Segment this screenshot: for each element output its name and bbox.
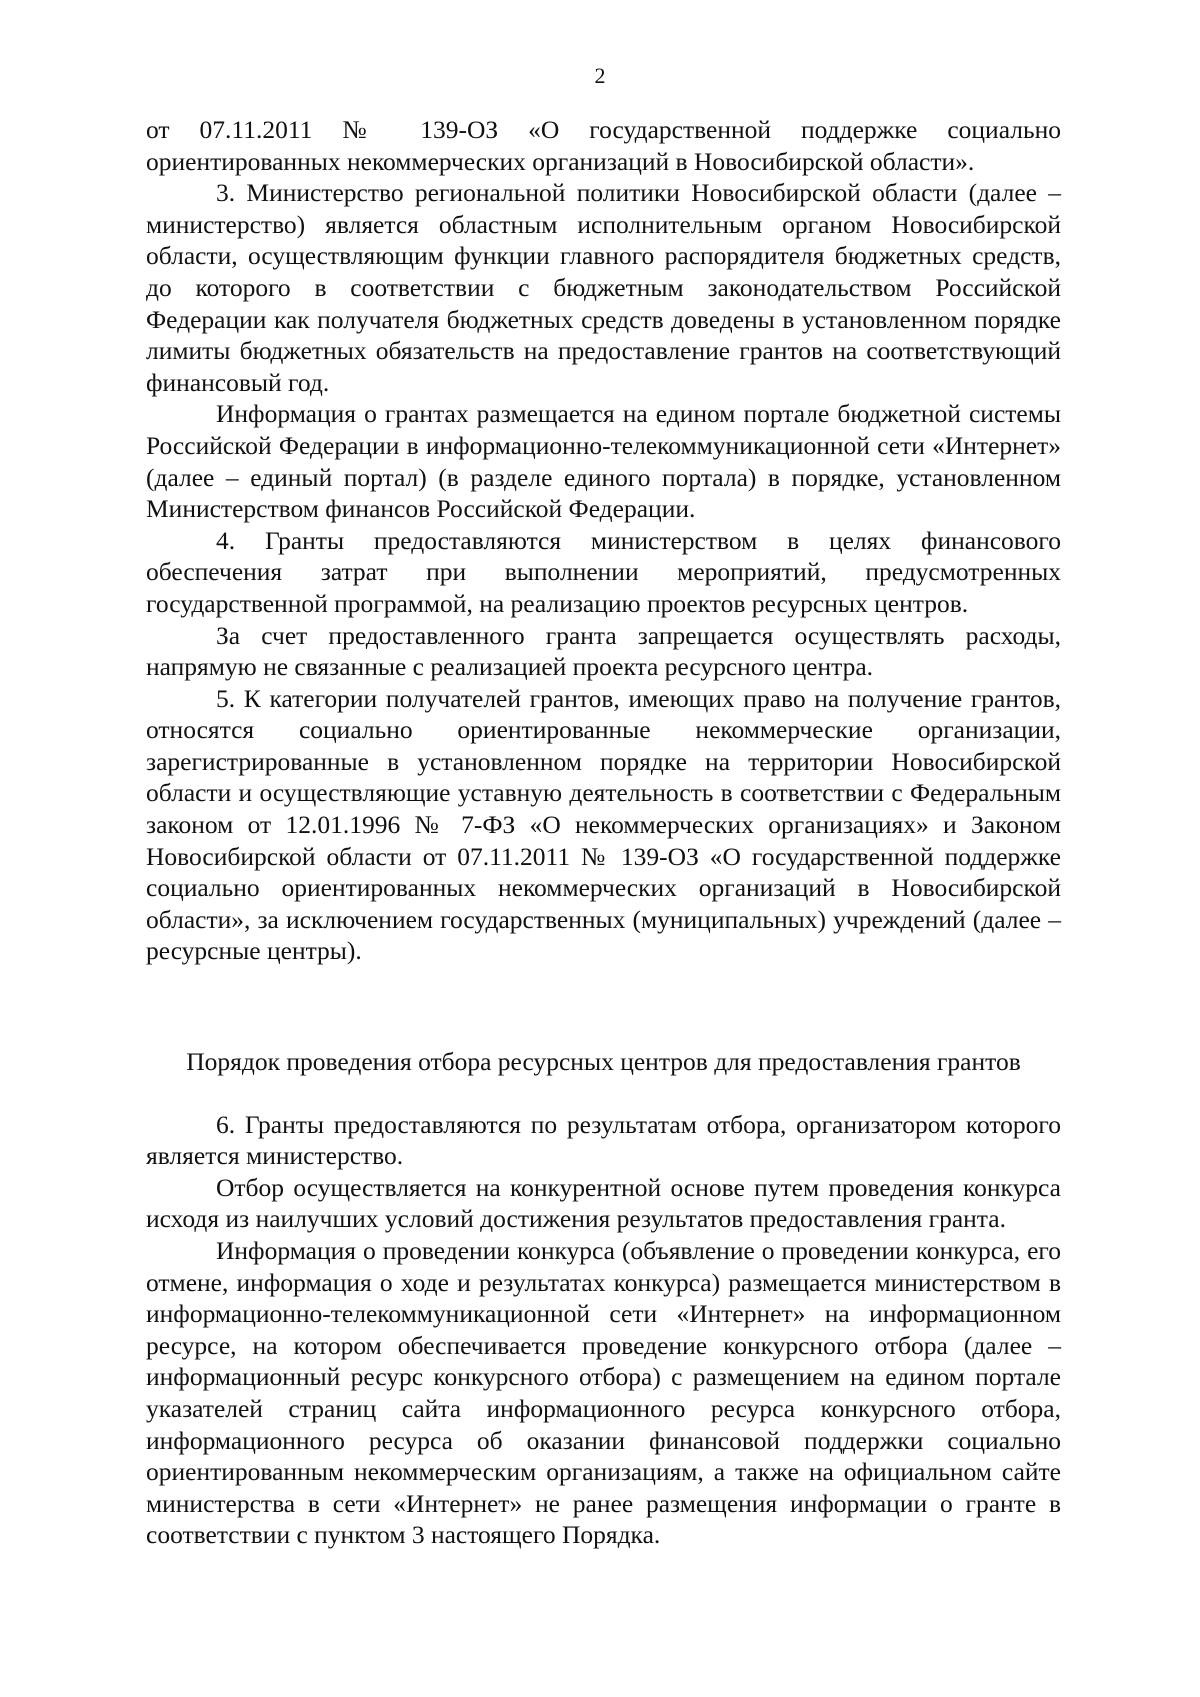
paragraph-clause-5: 5. К категории получателей грантов, имеющих право на получение грантов, относятся социально ориентированные некоммерческие организации, зарегистрированные в установленном порядке на территории Новосибирской области и осуществляющие уставную деятельность в соответствии с Федеральным законом от 12.01.1996 № 7-ФЗ «О некоммерческих организациях» и Законом Новосибирской области от 07.11.2011 № 139-ОЗ «О государственной поддержке социально ориентированных некоммерческих организаций в Новосибирской области», за исключением государственных (муниципальных) учреждений (далее – ресурсные центры). <box>146 683 1061 966</box>
paragraph-grant-info: Информация о грантах размещается на едином портале бюджетной системы Российской Федерации в информационно-телекоммуникационной сети «Интернет» (далее – единый портал) (в разделе единого портала) в порядке, установленном Министерством финансов Российской Федерации. <box>146 399 1061 524</box>
paragraph-clause-6: 6. Гранты предоставляются по результатам отбора, организатором которого является министерство. <box>146 1109 1061 1171</box>
section-heading: Порядок проведения отбора ресурсных центров для предоставления грантов <box>186 1047 1021 1077</box>
page-number: 2 <box>594 63 606 88</box>
document-body <box>146 114 1061 1551</box>
paragraph-selection-basis: Отбор осуществляется на конкурентной основе путем проведения конкурса исходя из наилучших условий достижения результатов предоставления гранта. <box>146 1172 1061 1234</box>
paragraph-clause-3: 3. Министерство региональной политики Новосибирской области (далее – министерство) является областным исполнительным органом Новосибирской области, осуществляющим функции главного распорядителя бюджетных средств, до которого в соответствии с бюджетным законодательством Российской Федерации как получателя бюджетных средств доведены в установленном порядке лимиты бюджетных обязательств на предоставление грантов на соответствующий финансовый год. <box>146 178 1061 397</box>
paragraph-continuation: от 07.11.2011 № 139-ОЗ «О государственной поддержке социально ориентированных некоммерческих организаций в Новосибирской области». <box>146 115 1061 176</box>
paragraph-contest-info: Информация о проведении конкурса (объявление о проведении конкурса, его отмене, информация о ходе и результатах конкурса) размещается министерством в информационно-телекоммуникационной сети «Интернет» на информационном ресурсе, на котором обеспечивается проведение конкурсного отбора (далее – информационный ресурс конкурсного отбора) с размещением на едином портале указателей страниц сайта информационного ресурса конкурсного отбора, информационного ресурса об оказании финансовой поддержки социально ориентированным некоммерческим организациям, а также на официальном сайте министерства в сети «Интернет» не ранее размещения информации о гранте в соответствии с пунктом 3 настоящего Порядка. <box>146 1236 1061 1550</box>
paragraph-clause-4: 4. Гранты предоставляются министерством в целях финансового обеспечения затрат при выполнении мероприятий, предусмотренных государственной программой, на реализацию проектов ресурсных центров. <box>146 525 1061 618</box>
paragraph-expense-restriction: За счет предоставленного гранта запрещается осуществлять расходы, напрямую не связанные с реализацией проекта ресурсного центра. <box>146 620 1061 682</box>
